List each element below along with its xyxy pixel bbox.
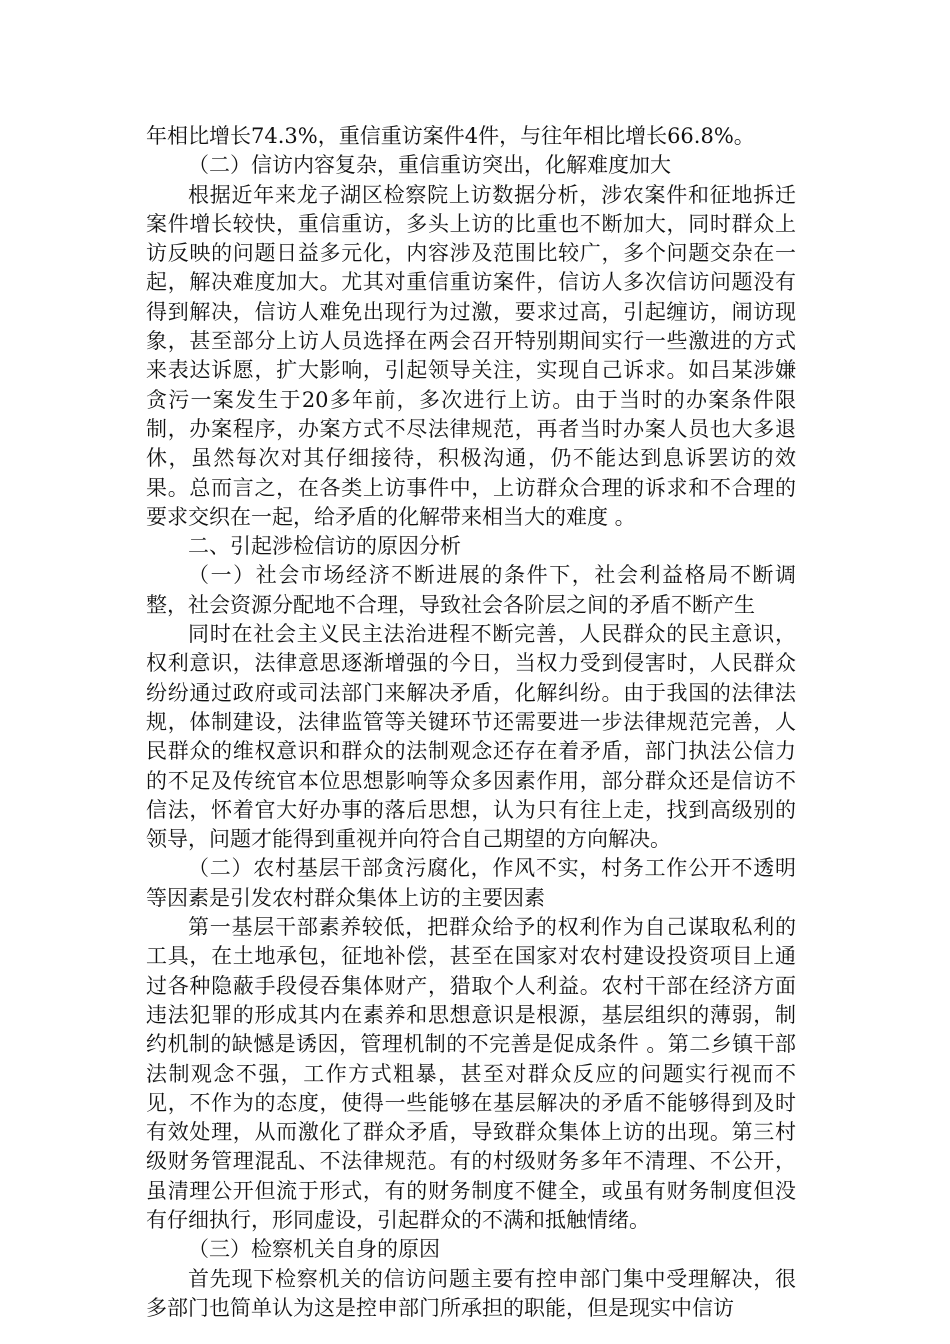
paragraph-body: 第一基层干部素养较低，把群众给予的权利作为自己谋取私利的工具，在土地承包，征地补偿，甚至在国家对农村建设投资项目上通过各种隐蔽手段侵吞集体财产，猎取个人利益。农村干部在经济方面违法犯罪的形成其内在素养和思想意识是根源，基层组织的薄弱，制约机制的缺憾是诱因，管理机制的不完善是促成条件 。第二乡镇干部法制观念不强，工作方式粗暴，甚至对群众反应的问题实行视而不见，不作为的态度，使得一些能够在基层解决的矛盾不能够得到及时有效处理，从而激化了群众矛盾，导致群众集体上访的出现。第三村级财务管理混乱、不法律规范。有的村级财务多年不清理、不公开，虽清理公开但流于形式，有的财务制度不健全，或虽有财务制度但没有仔细执行，形同虚设，引起群众的不满和抵触情绪。	[146, 915, 796, 1232]
section-heading-2: 二、引起涉检信访的原因分析	[188, 534, 461, 559]
paragraph-body: 同时在社会主义民主法治进程不断完善，人民群众的民主意识，权利意识，法律意思逐渐增强的今日，当权力受到侵害时，人民群众纷纷通过政府或司法部门来解决矛盾，化解纠纷。由于我国的法律法规，体制建设，法律监管等关键环节还需要进一步法律规范完善，人民群众的维权意识和群众的法制观念还存在着矛盾，部门执法公信力的不足及传统官本位思想影响等众多因素作用，部分群众还是信访不信法，怀着官大好办事的落后思想，认为只有往上走，找到高级别的领导，问题才能得到重视并向符合自己期望的方向解决。	[146, 622, 796, 852]
paragraph-body: 根据近年来龙子湖区检察院上访数据分析，涉农案件和征地拆迁案件增长较快，重信重访，多头上访的比重也不断加大，同时群众上访反映的问题日益多元化，内容涉及范围比较广，多个问题交杂在一起，解决难度加大。尤其对重信重访案件，信访人多次信访问题没有得到解决，信访人难免出现行为过激，要求过高，引起缠访，闹访现象，甚至部分上访人员选择在两会召开特别期间实行一些激进的方式来表达诉愿，扩大影响，引起领导关注，实现自己诉求。如吕某涉嫌贪污一案发生于20多年前，多次进行上访。由于当时的办案条件限制，办案程序，办案方式不尽法律规范，再者当时办案人员也大多退休，虽然每次对其仔细接待，积极沟通，仍不能达到息诉罢访的效果。总而言之，在各类上访事件中，上访群众合理的诉求和不合理的要求交织在一起，给矛盾的化解带来相当大的难度 。	[146, 182, 796, 529]
paragraph-body: 首先现下检察机关的信访问题主要有控申部门集中受理解决，很多部门也简单认为这是控申部门所承担的职能，但是现实中信访	[146, 1266, 796, 1320]
document-body	[146, 122, 796, 1323]
subheading-2-1: （一）社会市场经济不断进展的条件下，社会利益格局不断调整，社会资源分配地不合理，导致社会各阶层之间的矛盾不断产生	[146, 563, 796, 617]
subheading-2-2b: （二）农村基层干部贪污腐化，作风不实，村务工作公开不透明等因素是引发农村群众集体上访的主要因素	[146, 856, 796, 910]
paragraph-continuation: 年相比增长74.3%，重信重访案件4件，与往年相比增长66.8%。	[146, 124, 755, 148]
subheading-2-2: （二）信访内容复杂，重信重访突出，化解难度加大	[188, 153, 671, 178]
subheading-2-3: （三）检察机关自身的原因	[188, 1237, 440, 1262]
